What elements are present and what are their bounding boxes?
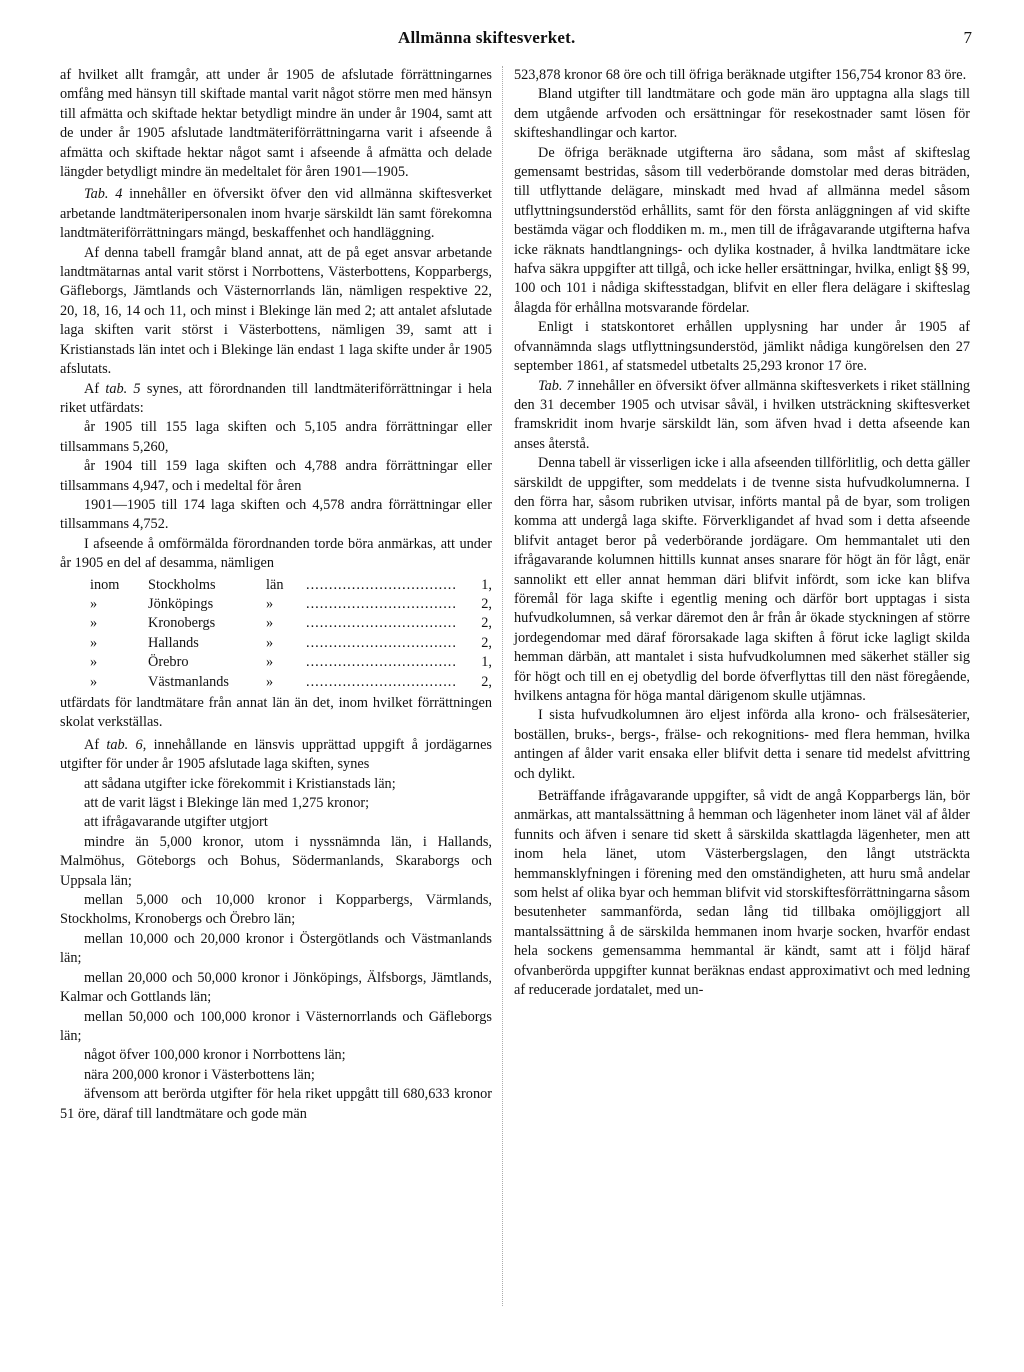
- paragraph: af hvilket allt framgår, att under år 1905 de afslutade förrättningarnes omfång med hänsyn till skiftade mantal varit något större men med hänsyn till afmätta och skiftade hektar betydligt mindre än under år 1904, samt att de under år 1905 afslutade landtmäteriförrättningarna varit i afseende å afmätta och skiftade hektar något samt i afseende å afmätta och delade längder betydligt mindre än medeltalet för åren 1901—1905.: [60, 67, 492, 181]
- paragraph: I afseende å omförmälda förordnanden torde böra anmärkas, att under år 1905 en del af desamma, nämligen: [60, 535, 492, 572]
- list-item: mellan 5,000 och 10,000 kronor i Kopparbergs, Värmlands, Stockholms, Kronobergs och Örebro län;: [60, 892, 492, 928]
- list-item: att sådana utgifter icke förekommit i Kristianstads län;: [84, 775, 396, 792]
- column-divider: [502, 66, 503, 1306]
- leader-dots: [306, 634, 456, 653]
- table-reference: Tab. 4: [84, 186, 123, 203]
- county-row: inom Stockholms län ..... 1,: [90, 576, 492, 595]
- paragraph: De öfriga beräknade utgifterna äro sådana, som måst af skifteslag gemensamt bestridas, såsom till vederbörande domstolar med deras biträden, till utflyttande delägare, minskadt med hvad af allmänna medel såsom utflyttningsunderstöd erhållits, samt för den första anläggningen af vid skifte bestämda vägar och floddiken m. m., men till de ifrågavarande utgifterna hafva icke räknats handtlangnings- och dylika kostnader, å hvilka landtmätare icke hafva säkra uppgifter att tillgå, och icke heller ersättningar, hvilka, enligt §§ 99, 100 och 101 i nådiga skiftesstadgan, blifvit en eller flera delägare i skifteslag ålagda för erhållna motsvarande fördelar.: [514, 144, 970, 316]
- paragraph: I sista hufvudkolumnen äro eljest införda alla krono- och frälsesäterier, boställen, bruks-, bergs-, frälse- och rekognitions- med flera hemman, hvilka antingen af ålder varit ensaka eller blifvit detta i senare tid medelst afvittring och dylikt.: [514, 707, 970, 782]
- county-row: » Hallands » ..... 2,: [90, 634, 492, 653]
- page-number: 7: [963, 28, 972, 47]
- left-column: [60, 66, 492, 1124]
- county-row: » Örebro » ..... 1,: [90, 653, 492, 672]
- leader-dots: [306, 673, 456, 692]
- paragraph: år 1905 till 155 laga skiften och 5,105 andra förrättningar eller tillsammans 5,260,: [60, 419, 492, 455]
- paragraph: Enligt i statskontoret erhållen upplysning har under år 1905 af ofvannämnda slags utflyttningsunderstöd, jämlikt nådiga kungörelsen den 27 september 1861, af statsmedel utbetalts 25,293 kronor 17 öre.: [514, 319, 970, 375]
- paragraph: Af tab. 6, innehållande en länsvis upprättad uppgift å jordägarnes utgifter för under år 1905 afslutade laga skiften, synes: [60, 736, 492, 773]
- paragraph: Bland utgifter till landtmätare och gode män äro upptagna alla slags till dem utgående arfvoden och ersättningar för resekostnader samt lösen för skifteshandlingar och kartor.: [514, 86, 970, 142]
- list-item: att de varit lägst i Blekinge län med 1,275 kronor;: [84, 795, 370, 812]
- list-item: att ifrågavarande utgifter utgjort: [84, 814, 268, 831]
- leader-dots: [306, 576, 456, 595]
- paragraph: 1901—1905 till 174 laga skiften och 4,578 andra förrättningar eller tillsammans 4,752.: [60, 496, 492, 533]
- table-reference: tab. 5: [105, 380, 141, 397]
- paragraph: Tab. 7 innehåller en öfversikt öfver allmänna skiftesverkets i riket ställning den 31 december 1905 och utvisar såväl, i hvilken utsträckning skiftesverket framskridit inom hvarje särskildt län, som äfven hvad i detta afseende kan anses återstå.: [514, 377, 971, 452]
- page-header: [0, 28, 1024, 52]
- table-reference: Tab. 7: [538, 377, 574, 394]
- county-row: » Västmanlands » ..... 2,: [90, 673, 492, 692]
- paragraph: 523,878 kronor 68 öre och till öfriga beräknade utgifter 156,754 kronor 83 öre.: [514, 67, 967, 83]
- paragraph: Denna tabell är visserligen icke i alla afseenden tillförlitlig, och detta gäller särskildt de uppgifter, som meddelats i de tvenne sista hufvudkolumnerna. I den förra har, såsom rubriken utvisar, införts mantal på de byar, som troligen komma att undergå laga skifte. Förverkligandet af hvad som i detta afseende blifvit antaget beror på vederbörande jordägare. Om hemmantalet uti den ifrågavarande kolumnen hittills kunnat anses snarare för högt än för lågt, enär sannolikt ett eller annat hemman däri blifvit infördt, som icke kan blifva föremål för laga skifte i egentlig mening och därför bort upptagas i sista hufvudkolumnen, så verkar däremot den år från år ökade styckningen af större jordegendomar med däraf förorsakade laga skiften å förut icke lagligt skilda hemman därbän, att mantalet i sista hufvudkolumnen med säkerhet ställer sig för högt och till en ej obetydlig del borde öfverflyttas till den näst föregående, hvilkens antagna för höga mantal därigenom skulle utjämnas.: [514, 455, 970, 704]
- list-item: mindre än 5,000 kronor, utom i nyssnämnda län, i Hallands, Malmöhus, Göteborgs och Bohus, Södermanlands, Skaraborgs och Uppsala län;: [60, 833, 492, 889]
- list-item: nära 200,000 kronor i Västerbottens län;: [84, 1066, 315, 1083]
- list-item: mellan 20,000 och 50,000 kronor i Jönköpings, Älfsborgs, Jämtlands, Kalmar och Gottlands län;: [60, 969, 492, 1006]
- right-column: [514, 66, 970, 1001]
- paragraph: år 1904 till 159 laga skiften och 4,788 andra förrättningar eller tillsammans 4,947, och i medeltal för åren: [60, 458, 492, 494]
- leader-dots: [306, 653, 456, 672]
- paragraph: Beträffande ifrågavarande uppgifter, så vidt de angå Kopparbergs län, bör anmärkas, att mantalssättning å hemman och lägenheter inom länet väl af ålder funnits och äfven i senare tid skett å särskilda skattlagda lägenheter, men att inom hela länet, utom Västerbergslagen, den långt utsträckta hemmansklyfningen i förening med den omständigheten, att huru små andelar som helst af olika byar och hemman blifvit vid storskiftesförrättningarna såsom besutenheter sammanförda, sedan lång tid tillbaka omöjliggjort all mantalssättning å de särskilda hemmanen inom hvarje socken, hvarför endast hela sockens gemensamma hemmantal är kändt, samt att i följd häraf ofvanberörda uppgifter kunnat beräknas endast approximativt och med ledning af reducerade jordatalet, med un-: [514, 788, 970, 999]
- list-item: äfvensom att berörda utgifter för hela riket uppgått till 680,633 kronor 51 öre, däraf till landtmätare och gode män: [60, 1086, 492, 1122]
- county-list: [90, 576, 492, 692]
- list-item: något öfver 100,000 kronor i Norrbottens län;: [84, 1047, 346, 1064]
- list-item: mellan 50,000 och 100,000 kronor i Västernorrlands och Gäfleborgs län;: [60, 1008, 492, 1044]
- running-title: Allmänna skiftesverket.: [398, 28, 576, 47]
- paragraph: utfärdats för landtmätare från annat län än det, inom hvilket förrättningen skolat verkställas.: [60, 695, 492, 731]
- list-item: mellan 10,000 och 20,000 kronor i Östergötlands och Västmanlands län;: [60, 930, 492, 967]
- leader-dots: [306, 614, 456, 633]
- paragraph: Af denna tabell framgår bland annat, att de på eget ansvar arbetande landtmätarnas antal varit störst i Norrbottens, Västerbottens, Kopparbergs, Gäfleborgs, Jämtlands och Västernorrlands län, nämligen respektive 22, 20, 18, 16, 14 och 11, och minst i Blekinge län med 2; att antalet afslutade laga skiften varit störst i Västerbottens, nämligen 39, samt att i Kristianstads län intet och i Blekinge län endast 1 laga skifte under år 1905 afslutats.: [60, 244, 492, 378]
- paragraph: Af tab. 5 synes, att förordnanden till landtmäteriförrättningar i hela riket utfärdats:: [60, 380, 492, 416]
- county-row: » Kronobergs » ..... 2,: [90, 614, 492, 633]
- leader-dots: [306, 595, 456, 614]
- paragraph: Tab. 4 innehåller en öfversikt öfver den vid allmänna skiftesverket arbetande landtmäteripersonalen inom hvarje särskildt län samt förekomna landtmäteriförrättningars mängd, beskaffenhet och handläggning.: [60, 186, 493, 242]
- county-row: » Jönköpings » ..... 2,: [90, 595, 492, 614]
- table-reference: tab. 6: [106, 736, 143, 753]
